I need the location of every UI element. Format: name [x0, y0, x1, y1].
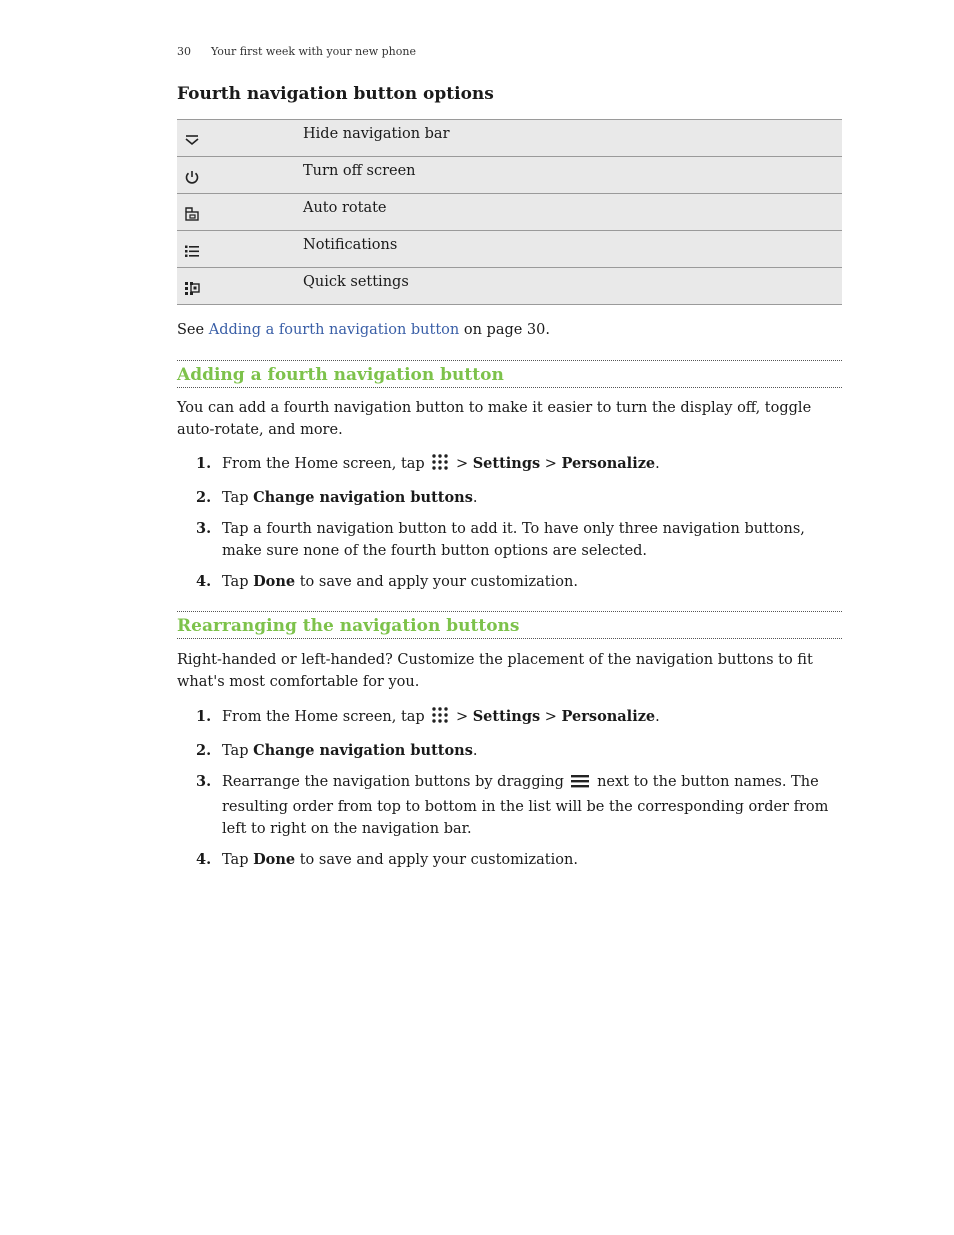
- adding-intro: You can add a fourth navigation button to make it easier to turn the display off, toggle auto-rotate, and more.: [177, 400, 812, 438]
- adding-button-link[interactable]: Adding a fourth navigation button: [208, 322, 460, 338]
- rearranging-intro: Right-handed or left-handed? Customize the placement of the navigation buttons to fit what's most comfortable for you.: [177, 652, 813, 690]
- table-row: [177, 194, 842, 231]
- adding-heading-rule: [177, 360, 842, 388]
- options-heading: Fourth navigation button options: [177, 84, 494, 104]
- adding-heading: Adding a fourth navigation button: [177, 365, 504, 385]
- page-number: 30: [177, 45, 191, 58]
- options-table: [177, 119, 842, 305]
- rearranging-section: [177, 611, 842, 871]
- list-item: 2. Tap Change navigation buttons.: [196, 742, 478, 759]
- list-item: 1. From the Home screen, tap > Settings > Personalize.: [177, 706, 842, 731]
- chapter-title: Your first week with your new phone: [211, 45, 416, 58]
- table-row: [177, 157, 842, 194]
- quick-settings-icon: [184, 280, 200, 296]
- see-suffix: on page 30.: [463, 322, 550, 338]
- see-reference: [177, 319, 550, 341]
- adding-section: [177, 360, 842, 593]
- rearranging-steps: [177, 706, 842, 871]
- list-item: 3. Rearrange the navigation buttons by dragging next to the button names. The resulting order from top to bottom in the list will be the corresponding order from left to right on the navigation bar.: [196, 773, 829, 837]
- running-header: [177, 45, 416, 58]
- hide-nav-icon: [184, 132, 200, 148]
- list-item: 1. From the Home screen, tap > Settings > Personalize.: [177, 453, 842, 478]
- rearranging-heading-rule: [177, 611, 842, 639]
- list-item: 2. Tap Change navigation buttons.: [196, 489, 478, 506]
- adding-steps: [177, 453, 842, 593]
- list-item: 3. Tap a fourth navigation button to add it. To have only three navigation buttons, make sure none of the fourth button options are selected.: [196, 520, 805, 559]
- drag-handle-icon: [570, 773, 590, 796]
- rearranging-heading: Rearranging the navigation buttons: [177, 616, 520, 636]
- table-row: [177, 231, 842, 268]
- power-icon: [184, 169, 200, 185]
- table-row: [177, 120, 842, 157]
- apps-grid-icon: [431, 706, 449, 731]
- option-label: Quick settings: [303, 268, 842, 305]
- apps-grid-icon: [431, 453, 449, 478]
- option-label: Hide navigation bar: [303, 120, 842, 157]
- auto-rotate-icon: [184, 206, 200, 222]
- option-label: Auto rotate: [303, 194, 842, 231]
- option-label: Turn off screen: [303, 157, 842, 194]
- option-label: Notifications: [303, 231, 842, 268]
- list-item: 4. Tap Done to save and apply your customization.: [196, 851, 578, 868]
- list-item: 4. Tap Done to save and apply your customization.: [196, 573, 578, 590]
- notifications-icon: [184, 243, 200, 259]
- table-row: [177, 268, 842, 305]
- see-prefix: See: [177, 322, 205, 338]
